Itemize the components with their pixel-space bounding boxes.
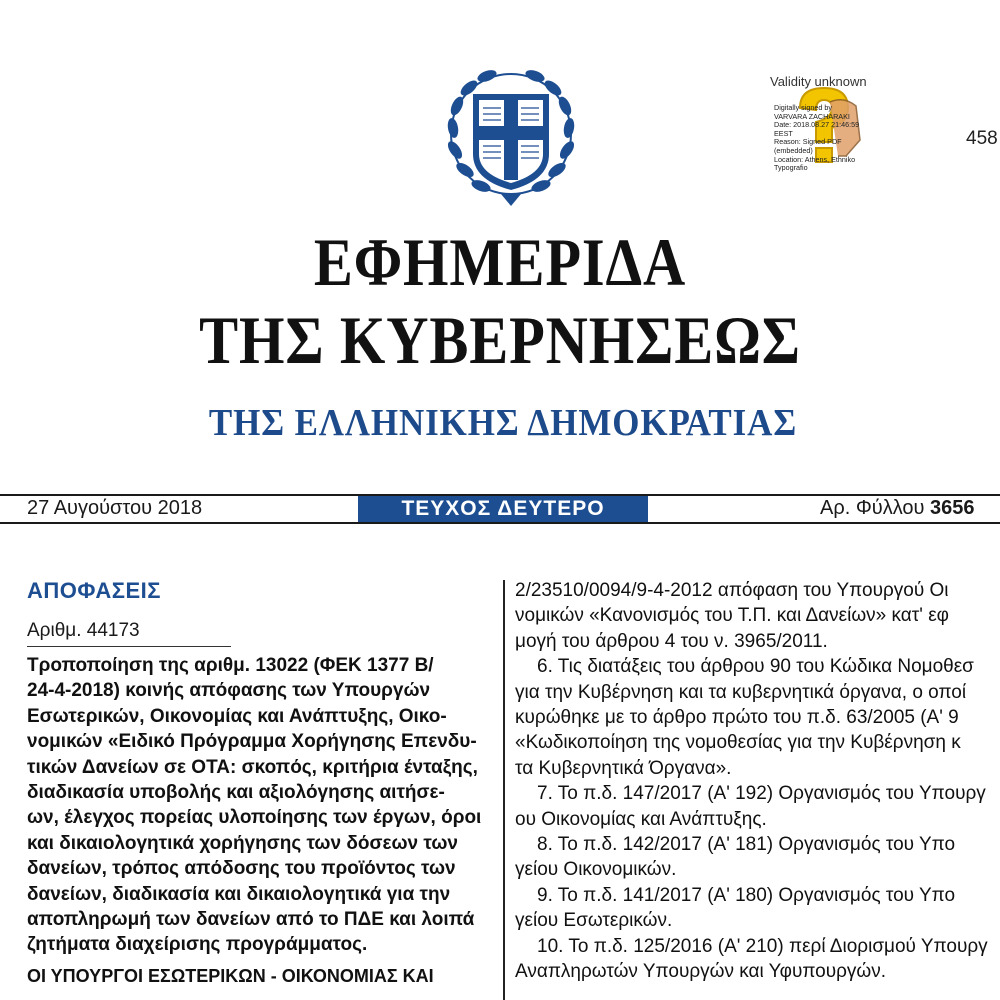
masthead-subtitle: ΤΗΣ ΕΛΛΗΝΙΚΗΣ ΔΗΜΟΚΡΑΤΙΑΣ (208, 402, 798, 444)
paragraph-line: τα Κυβερνητικά Όργανα». (515, 757, 732, 779)
column-divider (503, 580, 505, 1000)
sheet-value: 3656 (930, 497, 975, 519)
decision-title-line: Τροποποίηση της αριθμ. 13022 (ΦΕΚ 1377 Β/ (27, 655, 434, 676)
paragraph-line: «Κωδικοποίηση της νομοθεσίας για την Κυβέρνηση κ (515, 732, 961, 754)
sheet-number (820, 497, 975, 520)
divider-bottom (0, 522, 1000, 524)
paragraph-line: μογή του άρθρου 4 του ν. 3965/2011. (515, 630, 828, 652)
section-heading: ΑΠΟΦΑΣΕΙΣ (27, 578, 161, 603)
page-number: 458 (966, 128, 998, 149)
paragraph-line: ου Οικονομίας και Ανάπτυξης. (515, 808, 767, 830)
decision-title-line: αποπληρωμή των δανείων από το ΠΔΕ και λοιπά (27, 909, 475, 931)
decision-title (27, 653, 489, 958)
masthead-title-line1: ΕΦΗΜΕΡΙΔΑ (313, 224, 687, 300)
paragraph-line: 8. Το π.δ. 142/2017 (Α' 181) Οργανισμός του Υπο (537, 834, 956, 856)
paragraph-line: 9. Το π.δ. 141/2017 (Α' 180) Οργανισμός του Υπο (537, 884, 956, 906)
decision-title-line: Εσωτερικών, Οικονομίας και Ανάπτυξης, Οικο- (27, 705, 447, 727)
decision-title-line: διαδικασία υποβολής και αξιολόγησης αιτήσε- (27, 782, 445, 804)
decision-title-line: 24-4-2018) κοινής απόφασης των Υπουργών (27, 680, 431, 702)
paragraph-line: κυρώθηκε με το άρθρο πρώτο του π.δ. 63/2005 (Α' 9 (515, 707, 959, 729)
paragraph-line: 7. Το π.δ. 147/2017 (Α' 192) Οργανισμός του Υπουργ (537, 783, 986, 805)
digital-signature[interactable] (768, 74, 908, 184)
issue-bar (0, 494, 1000, 524)
coat-of-arms-emblem (441, 68, 581, 210)
paragraph-line: Αναπληρωτών Υπουργών και Υφυπουργών. (515, 961, 887, 983)
decision-title-line: δανείων, διαδικασία και δικαιολογητικά για την (27, 883, 451, 905)
paragraph-line: 2/23510/0094/9-4-2012 απόφαση του Υπουργού Οι (515, 580, 949, 601)
decision-title-line: και δικαιολογητικά χορήγησης των δόσεων των (27, 832, 458, 854)
decision-number: Αριθμ. 44173 (27, 620, 231, 647)
right-column (515, 578, 1000, 985)
decision-title-line: νομικών «Ειδικό Πρόγραμμα Χορήγησης Επενδυ- (27, 731, 477, 753)
decision-title-line: τικών Δανείων σε ΟΤΑ: σκοπός, κριτήρια ένταξης, (27, 756, 478, 778)
decision-title-line: δανείων, τρόπος απόδοσης του προϊόντος των (27, 858, 456, 880)
signature-validity: Validity unknown (770, 74, 867, 89)
paragraph-line: 10. Το π.δ. 125/2016 (Α' 210) περί Διορισμού Υπουργ (537, 935, 988, 957)
paragraph-line: για την Κυβέρνηση και τα κυβερνητικά όργανα, ο οποί (515, 681, 967, 703)
paragraph-line: γείου Εσωτερικών. (515, 910, 673, 932)
issue-label: ΤΕΥΧΟΣ ΔΕΥΤΕΡΟ (358, 496, 648, 522)
issue-date: 27 Αυγούστου 2018 (27, 497, 203, 519)
masthead-title-line2: ΤΗΣ ΚΥΒΕΡΝΗΣΕΩΣ (199, 302, 801, 378)
sheet-label: Αρ. Φύλλου (820, 497, 925, 519)
signature-details: Digitally signed by VARVARA ZACHARAKI Date: 2018.08.27 21:46:59 EEST Reason: Signed PDF (embedded) Location: Athens, Ethniko Typografio (774, 103, 860, 173)
paragraph-line: γείου Οικονομικών. (515, 859, 677, 881)
paragraph-line: νομικών «Κανονισμός του Τ.Π. και Δανείων» κατ' εφ (515, 605, 949, 627)
left-column (27, 578, 489, 987)
paragraph-line: 6. Τις διατάξεις του άρθρου 90 του Κώδικα Νομοθεσ (537, 656, 974, 678)
decision-title-line: ζητήματα διαχείρισης προγράμματος. (27, 934, 368, 956)
decision-title-line: ων, έλεγχος πορείας υλοποίησης των έργων, όροι (27, 807, 482, 829)
ministers-heading: ΟΙ ΥΠΟΥΡΓΟΙ ΕΣΩΤΕΡΙΚΩΝ - ΟΙΚΟΝΟΜΙΑΣ ΚΑΙ (27, 965, 434, 986)
